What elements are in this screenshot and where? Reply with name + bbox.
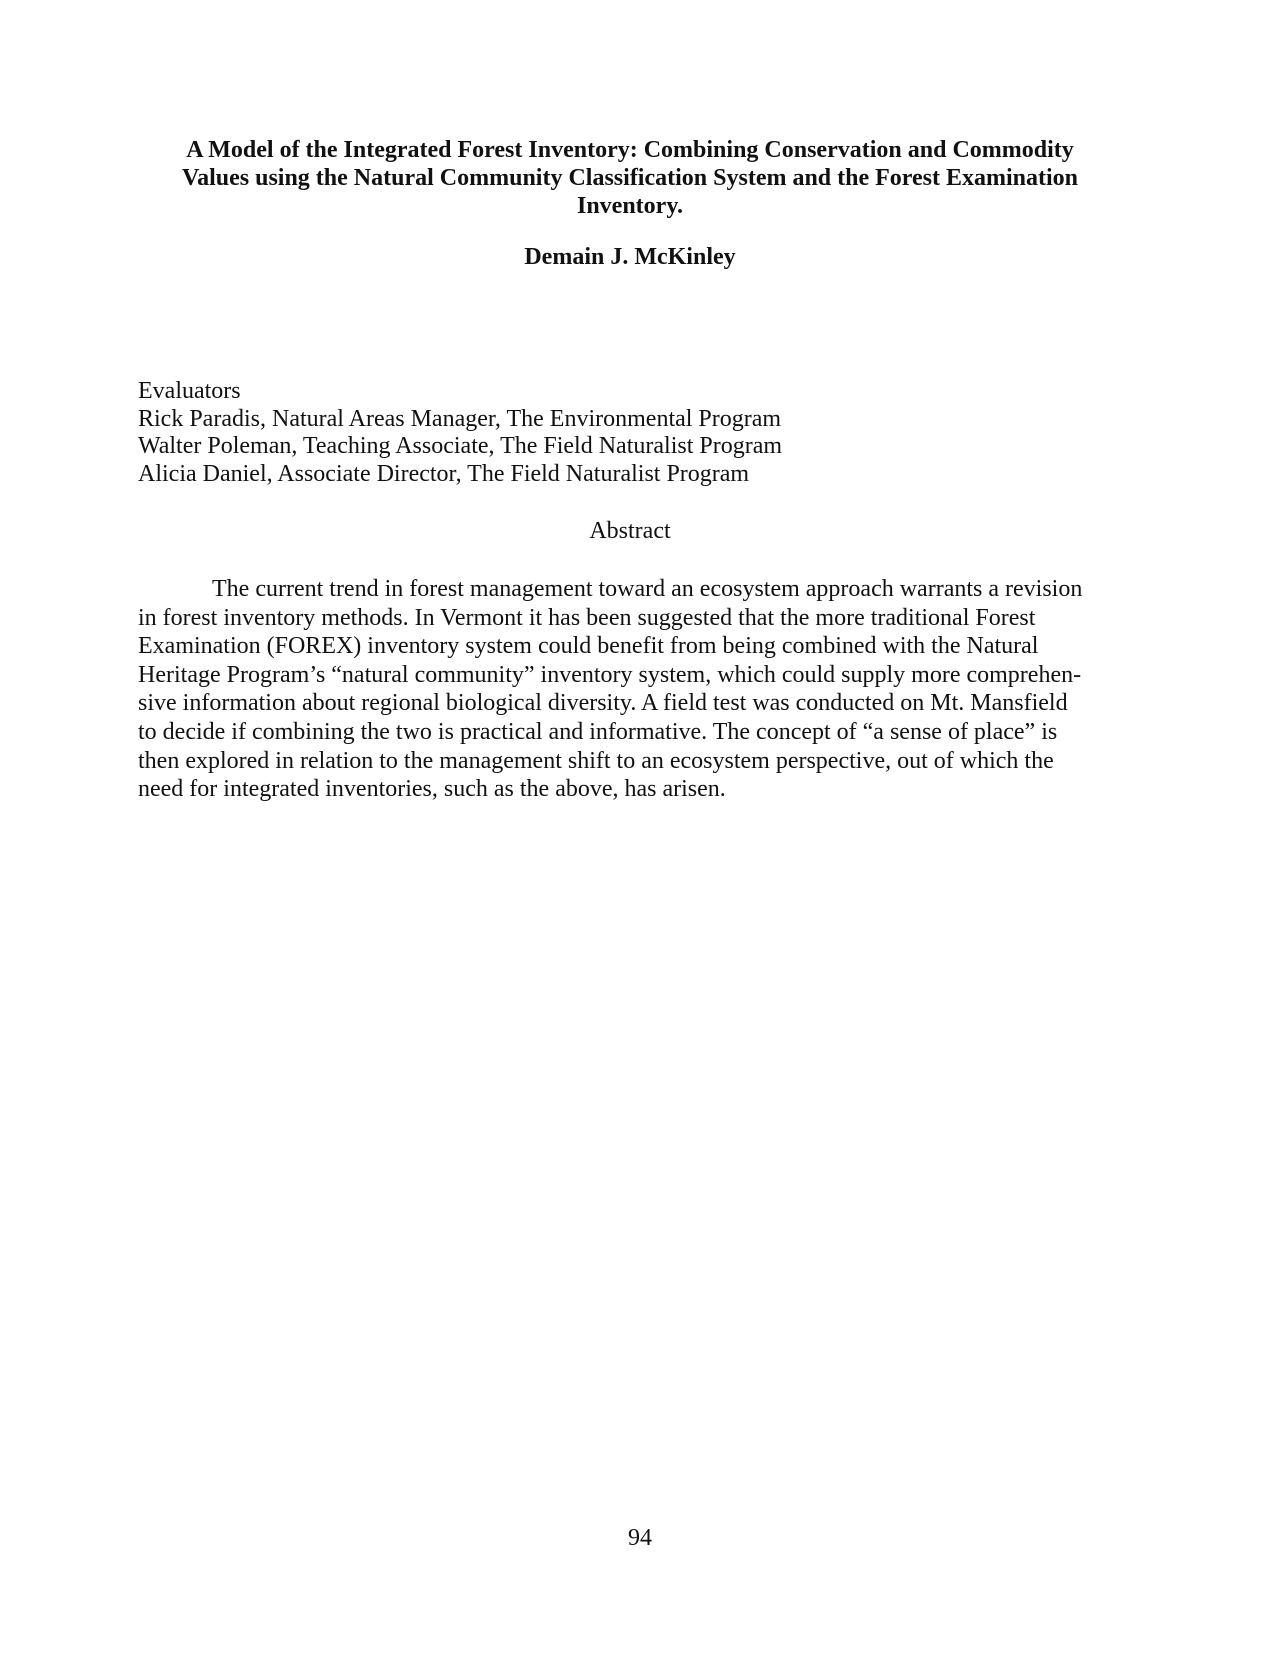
evaluators-section [138, 378, 1038, 488]
title-line: A Model of the Integrated Forest Inventory: Combining Conservation and Commodity [186, 137, 1074, 163]
abstract-line: The current trend in forest management toward an ecosystem approach warrants a revision [212, 576, 1083, 602]
evaluator-line: Alicia Daniel, Associate Director, The Field Naturalist Program [138, 460, 750, 487]
evaluators-heading: Evaluators [138, 378, 241, 404]
abstract-line: sive information about regional biological diversity. A field test was conducted on Mt. Mansfield [138, 690, 1068, 717]
abstract-line: then explored in relation to the management shift to an ecosystem perspective, out of which the [138, 747, 1054, 774]
title-line: Inventory. [576, 193, 683, 219]
abstract-line: need for integrated inventories, such as the above, has arisen. [138, 776, 726, 803]
abstract-line: in forest inventory methods. In Vermont it has been suggested that the more traditional Forest [138, 604, 1036, 631]
abstract-line: Heritage Program’s “natural community” inventory system, which could supply more comprehen- [138, 661, 1082, 688]
page-number: 94 [628, 1525, 652, 1551]
paper-title [130, 136, 1130, 220]
evaluator-line: Walter Poleman, Teaching Associate, The Field Naturalist Program [138, 433, 783, 459]
abstract-line: Examination (FOREX) inventory system could benefit from being combined with the Natural [138, 633, 1039, 660]
evaluator-line: Rick Paradis, Natural Areas Manager, The Environmental Program [138, 405, 782, 432]
title-line: Values using the Natural Community Classification System and the Forest Examination [181, 165, 1079, 191]
author-name: Demain J. McKinley [524, 244, 736, 270]
abstract-line: to decide if combining the two is practical and informative. The concept of “a sense of place” is [138, 718, 1058, 745]
abstract-paragraph [138, 575, 1128, 804]
abstract-heading: Abstract [589, 518, 671, 544]
